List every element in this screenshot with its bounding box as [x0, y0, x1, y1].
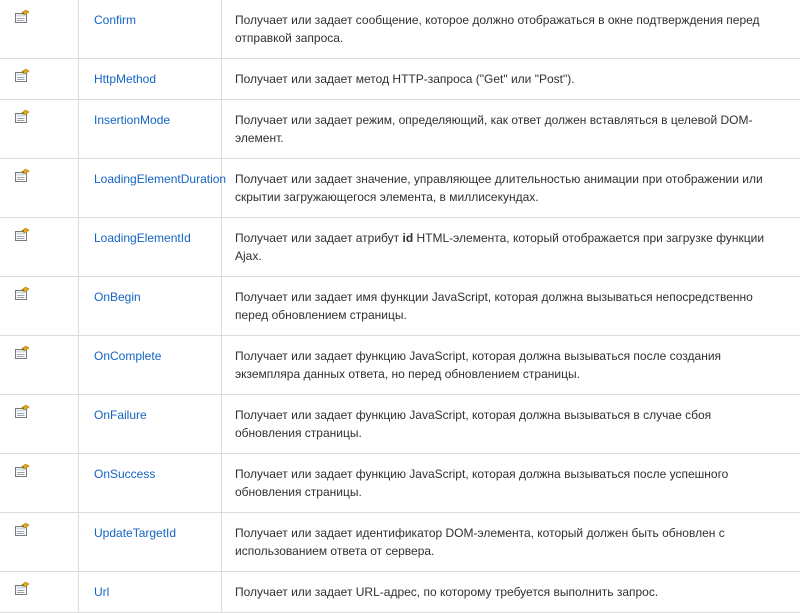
member-icon-cell: [0, 59, 79, 100]
public-property-icon: [0, 159, 78, 193]
member-name-wrapper: [79, 0, 221, 40]
member-description-text: [235, 13, 760, 45]
table-row: [0, 100, 800, 159]
table-row: [0, 572, 800, 613]
member-description-wrapper: [222, 159, 800, 217]
member-description-cell: [222, 572, 800, 613]
member-name-wrapper: [79, 277, 221, 317]
description-fragment: Получает или задает атрибут: [235, 231, 403, 245]
member-name-cell: [79, 100, 222, 159]
member-description-cell: [222, 59, 800, 100]
member-name-cell: [79, 336, 222, 395]
public-property-icon: [0, 59, 78, 93]
public-property-icon: [0, 218, 78, 252]
public-property-icon: [0, 336, 78, 370]
description-fragment: HTML-элемента, который отображается при загрузке функции Ajax.: [235, 231, 764, 263]
member-description-wrapper: [222, 100, 800, 158]
member-description-text: [235, 526, 725, 558]
table-row: [0, 159, 800, 218]
member-description-cell: [222, 100, 800, 159]
public-property-icon: [0, 454, 78, 488]
member-icon-cell: [0, 159, 79, 218]
member-description-cell: [222, 395, 800, 454]
member-description-cell: [222, 159, 800, 218]
description-fragment: Получает или задает функцию JavaScript, которая должна вызываться после успешного обновления страницы.: [235, 467, 728, 499]
member-description-text: [235, 172, 763, 204]
description-fragment: Получает или задает режим, определяющий, как ответ должен вставляться в целевой DOM-элемент.: [235, 113, 753, 145]
table-row: [0, 218, 800, 277]
member-description-cell: [222, 218, 800, 277]
description-fragment: Получает или задает сообщение, которое должно отображаться в окне подтверждения перед отправкой запроса.: [235, 13, 760, 45]
member-name-wrapper: [79, 395, 221, 435]
description-fragment: Получает или задает значение, управляющее длительностью анимации при отображении или скрытии загружающегося элемента, в миллисекундах.: [235, 172, 763, 204]
member-icon-cell: [0, 395, 79, 454]
member-description-cell: [222, 0, 800, 59]
member-name-wrapper: [79, 218, 221, 258]
member-name-cell: [79, 513, 222, 572]
member-description-text: [235, 72, 575, 86]
member-link-onfailure[interactable]: OnFailure: [94, 408, 147, 422]
member-icon-cell: [0, 572, 79, 613]
member-icon-cell: [0, 336, 79, 395]
description-fragment: Получает или задает функцию JavaScript, которая должна вызываться после создания экземпляра данных ответа, но перед обновлением страницы.: [235, 349, 721, 381]
member-name-cell: [79, 59, 222, 100]
table-row: [0, 0, 800, 59]
member-description-wrapper: [222, 277, 800, 335]
public-property-icon: [0, 395, 78, 429]
member-description-wrapper: [222, 454, 800, 512]
member-description-text: [235, 231, 764, 263]
member-link-url[interactable]: Url: [94, 585, 109, 599]
description-fragment: Получает или задает функцию JavaScript, которая должна вызываться в случае сбоя обновления страницы.: [235, 408, 711, 440]
member-name-cell: [79, 159, 222, 218]
member-description-cell: [222, 513, 800, 572]
table-row: [0, 395, 800, 454]
member-name-cell: [79, 0, 222, 59]
member-description-wrapper: [222, 0, 800, 58]
table-row: [0, 277, 800, 336]
member-icon-cell: [0, 277, 79, 336]
member-name-wrapper: [79, 159, 221, 199]
member-link-insertionmode[interactable]: InsertionMode: [94, 113, 170, 127]
member-link-loadingelementid[interactable]: LoadingElementId: [94, 231, 191, 245]
public-property-icon: [0, 0, 78, 34]
member-description-wrapper: [222, 218, 800, 276]
member-name-cell: [79, 218, 222, 277]
member-icon-cell: [0, 513, 79, 572]
member-icon-cell: [0, 218, 79, 277]
public-property-icon: [0, 100, 78, 134]
table-row: [0, 336, 800, 395]
member-link-onsuccess[interactable]: OnSuccess: [94, 467, 155, 481]
member-name-cell: [79, 395, 222, 454]
member-description-text: [235, 290, 753, 322]
member-description-cell: [222, 336, 800, 395]
member-name-wrapper: [79, 59, 221, 99]
member-icon-cell: [0, 0, 79, 59]
description-fragment: Получает или задает имя функции JavaScript, которая должна вызываться непосредственно перед обновлением страницы.: [235, 290, 753, 322]
public-property-icon: [0, 277, 78, 311]
member-name-wrapper: [79, 454, 221, 494]
member-name-wrapper: [79, 572, 221, 612]
member-description-wrapper: [222, 513, 800, 571]
member-description-wrapper: [222, 59, 800, 99]
member-name-wrapper: [79, 336, 221, 376]
member-description-wrapper: [222, 336, 800, 394]
member-link-updatetargetid[interactable]: UpdateTargetId: [94, 526, 176, 540]
member-link-loadingelementduration[interactable]: LoadingElementDuration: [94, 172, 226, 186]
member-name-wrapper: [79, 513, 221, 553]
member-description-text: [235, 349, 721, 381]
member-link-oncomplete[interactable]: OnComplete: [94, 349, 161, 363]
member-description-wrapper: [222, 572, 800, 612]
member-name-wrapper: [79, 100, 221, 140]
member-description-cell: [222, 277, 800, 336]
public-property-icon: [0, 513, 78, 547]
emphasized-term: id: [403, 231, 414, 245]
member-description-cell: [222, 454, 800, 513]
member-link-onbegin[interactable]: OnBegin: [94, 290, 141, 304]
table-row: [0, 454, 800, 513]
table-row: [0, 513, 800, 572]
member-link-confirm[interactable]: Confirm: [94, 13, 136, 27]
member-name-cell: [79, 572, 222, 613]
member-name-cell: [79, 277, 222, 336]
member-description-text: [235, 113, 753, 145]
member-name-cell: [79, 454, 222, 513]
member-icon-cell: [0, 454, 79, 513]
description-fragment: Получает или задает URL-адрес, по которому требуется выполнить запрос.: [235, 585, 658, 599]
member-description-wrapper: [222, 395, 800, 453]
member-description-text: [235, 408, 711, 440]
member-icon-cell: [0, 100, 79, 159]
member-link-httpmethod[interactable]: HttpMethod: [94, 72, 156, 86]
member-description-text: [235, 467, 728, 499]
member-description-text: [235, 585, 658, 599]
table-row: [0, 59, 800, 100]
public-property-icon: [0, 572, 78, 606]
description-fragment: Получает или задает идентификатор DOM-элемента, который должен быть обновлен с использованием ответа от сервера.: [235, 526, 725, 558]
description-fragment: Получает или задает метод HTTP-запроса ("Get" или "Post").: [235, 72, 575, 86]
